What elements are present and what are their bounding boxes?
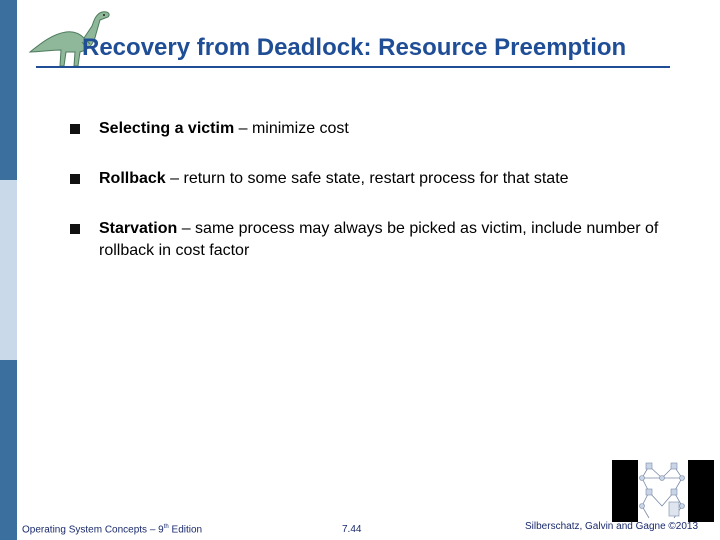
bullet-text: minimize cost — [251, 120, 349, 137]
sidebar-stripe — [0, 0, 17, 540]
sidebar-block-bottom — [0, 360, 17, 540]
slide-title: Recovery from Deadlock: Resource Preemption — [82, 34, 627, 61]
footer-book-title — [22, 524, 202, 535]
sidebar-block-middle — [0, 180, 17, 360]
bullet-item — [70, 118, 670, 140]
bullet-dash: – — [177, 220, 196, 237]
footer-title-prefix: Operating System Concepts – 9 — [22, 524, 164, 536]
bullet-text: return to some safe state, restart process for that state — [183, 170, 569, 187]
bullet-term: Selecting a victim — [99, 120, 235, 137]
footer-title-superscript: th — [163, 524, 169, 530]
title-underline — [36, 66, 670, 68]
bullet-text: same process may always be picked as victim, include number of rollback in cost factor — [99, 220, 659, 259]
bullet-term: Rollback — [99, 170, 166, 187]
bullet-item — [70, 218, 670, 262]
footer-title-suffix: Edition — [168, 524, 203, 536]
network-diagram-icon — [612, 460, 714, 522]
bullet-item — [70, 168, 670, 190]
bullet-dash: – — [234, 120, 252, 137]
square-bullet-icon — [70, 174, 80, 184]
bullet-dash: – — [165, 170, 184, 187]
sidebar-block-top — [0, 0, 17, 180]
bullet-list — [70, 118, 670, 290]
square-bullet-icon — [70, 124, 80, 134]
bullet-term: Starvation — [99, 220, 178, 237]
footer-page-number: 7.44 — [342, 524, 362, 535]
square-bullet-icon — [70, 224, 80, 234]
footer-copyright: Silberschatz, Galvin and Gagne ©2013 — [525, 521, 699, 532]
